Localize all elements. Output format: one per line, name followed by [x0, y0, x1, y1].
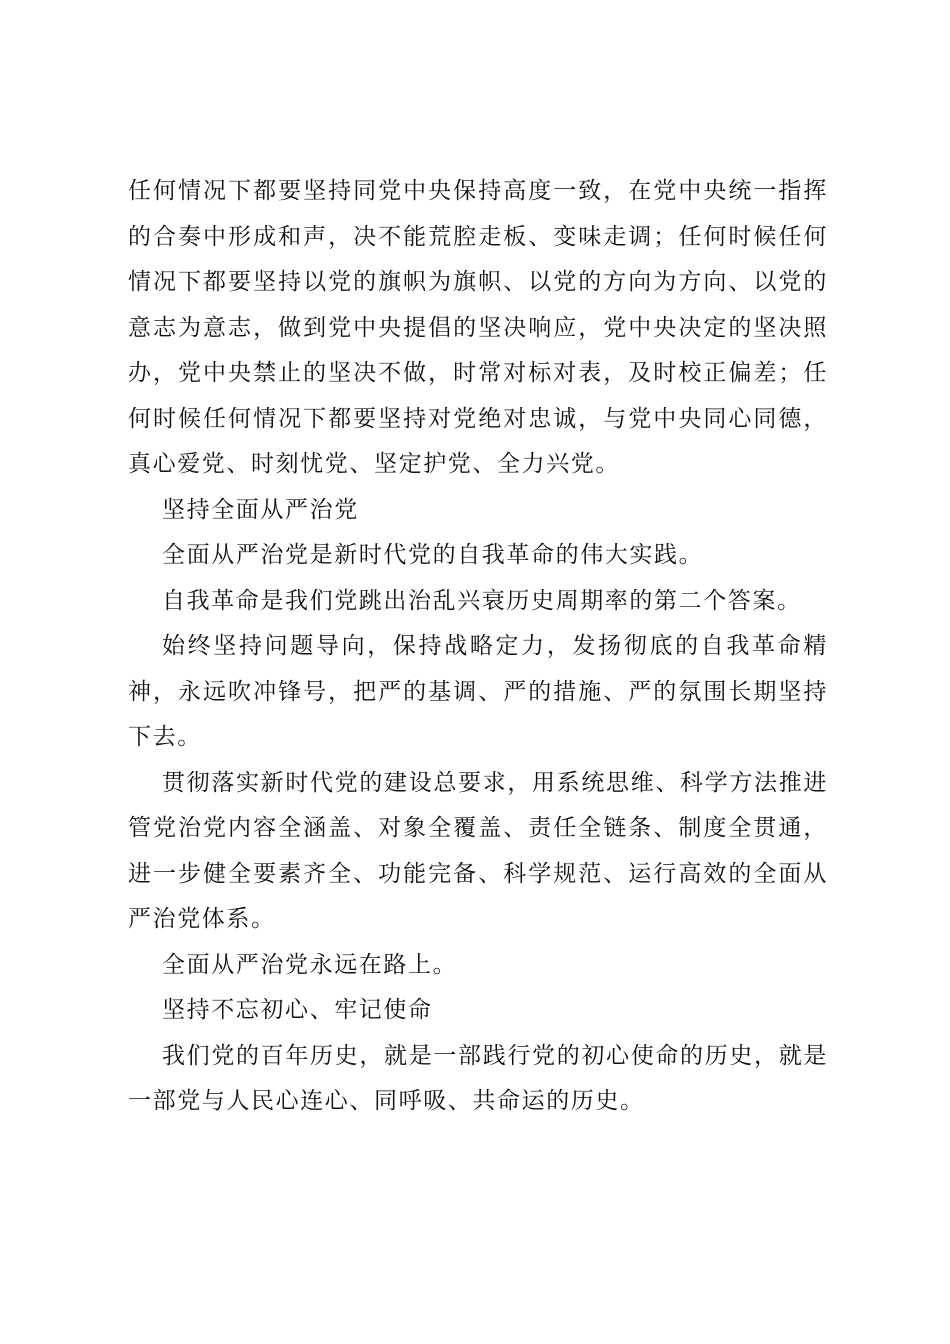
paragraph: 自我革命是我们党跳出治乱兴衰历史周期率的第二个答案。	[162, 587, 802, 614]
section-heading: 坚持不忘初心、牢记使命	[162, 997, 433, 1023]
paragraph: 全面从严治党永远在路上。	[162, 951, 458, 978]
paragraph: 始终坚持问题导向，保持战略定力，发扬彻底的自我革命精神，永远吹冲锋号，把严的基调、严的措施、严的氛围长期坚持下去。	[128, 633, 828, 750]
section-heading: 坚持全面从严治党	[162, 496, 359, 523]
document-body	[128, 169, 828, 1125]
paragraph: 任何情况下都要坚持同党中央保持高度一致，在党中央统一指挥的合奏中形成和声，决不能荒腔走板、变味走调；任何时候任何情况下都要坚持以党的旗帜为旗帜、以党的方向为方向、以党的意志为意志，做到党中央提倡的坚决响应，党中央决定的坚决照办，党中央禁止的坚决不做，时常对标对表，及时校正偏差；任何时候任何情况下都要坚持对党绝对忠诚，与党中央同心同德，真心爱党、时刻忧党、坚定护党、全力兴党。	[128, 178, 828, 477]
paragraph: 全面从严治党是新时代党的自我革命的伟大实践。	[162, 542, 704, 568]
paragraph: 我们党的百年历史，就是一部践行党的初心使命的历史，就是一部党与人民心连心、同呼吸、共命运的历史。	[128, 1042, 828, 1114]
paragraph: 贯彻落实新时代党的建设总要求，用系统思维、科学方法推进管党治党内容全涵盖、对象全覆盖、责任全链条、制度全贯通，进一步健全要素齐全、功能完备、科学规范、运行高效的全面从严治党体系。	[128, 769, 828, 932]
